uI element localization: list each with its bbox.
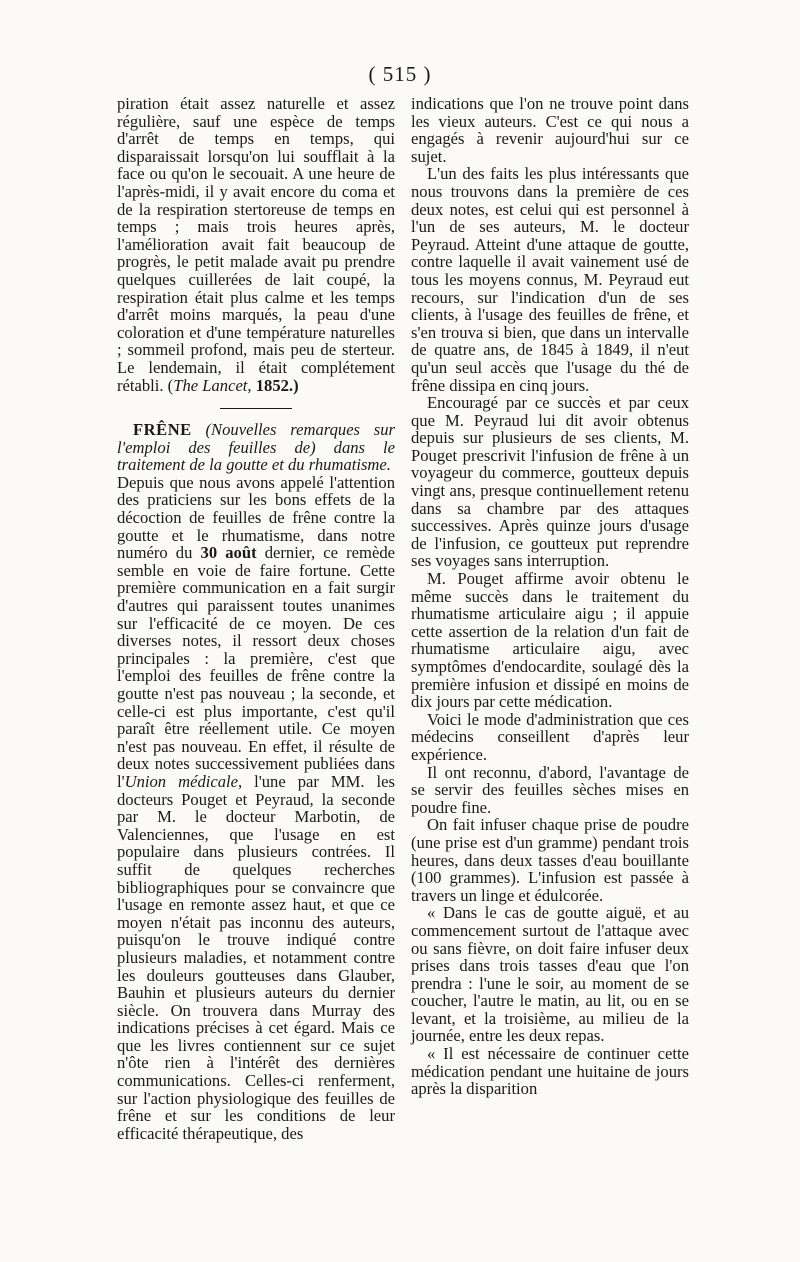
section-divider <box>220 408 292 409</box>
paragraph-continuation-traitement: « Il est nécessaire de continuer cette médication pendant une huitaine de jours après la disparition <box>411 1044 689 1099</box>
paragraph-lancet-case <box>117 95 395 394</box>
right-column <box>411 95 689 1098</box>
heading-word: FRÊNE <box>133 420 192 440</box>
paragraph-continuation: indications que l'on ne trouve point dans les vieux auteurs. C'est ce qui nous a engagés à revenir aujourd'hui sur ce sujet. <box>411 94 689 166</box>
article-heading <box>117 421 395 474</box>
heading-title: (Nouvelles remarques sur l'emploi des feuilles de) dans le traitement de la goutte et du rhumatisme. <box>117 420 395 475</box>
paragraph-pouget-case: Encouragé par ce succès et par ceux que M. Peyraud lui dit avoir obtenus depuis sur plusieurs de ses clients, M. Pouget prescrivit l'infusion de frêne à un voyageur du commerce, goutteux depuis vingt ans, presque continuellement retenu dans sa chambre par des attaques successives. Après quinze jours d'usage de l'infusion, ce goutteux put reprendre ses voyages sans interruption. <box>411 393 689 571</box>
paragraph-rhumatisme: M. Pouget affirme avoir obtenu le même succès dans le traitement du rhumatisme articulaire aigu ; il appuie cette assertion de la relation d'un fait de rhumatisme articulaire aigu, avec symptômes d'endocardite, soulagé dès la première infusion et dissipé en moins de dix jours par cette médication. <box>411 569 689 712</box>
lancet-source: The Lancet, <box>173 375 252 395</box>
journal-name: Union médicale <box>124 771 238 791</box>
lancet-year: 1852.) <box>255 375 299 395</box>
paragraph-goutte-aigue: « Dans le cas de goutte aiguë, et au commencement surtout de l'attaque avec ou sans fièvre, on doit faire infuser deux prises dans trois tasses d'eau que l'on prendra : l'une le soir, au moment de se coucher, l'autre le matin, au lit, ou en se levant, et la troisième, au milieu de la journée, entre les deux repas. <box>411 903 689 1046</box>
paragraph-peyraud-case: L'un des faits les plus intéressants que nous trouvons dans la première de ces deux notes, est celui qui est personnel à l'un de ses auteurs, M. le docteur Peyraud. Atteint d'une attaque de goutte, contre laquelle il avait vainement usé de tous les moyens connus, M. Peyraud eut recours, sur l'indication d'un de ses clients, à l'usage des feuilles de frêne, et s'en trouva si bien, que dans un intervalle de quatre ans, de 1845 à 1849, il n'eut qu'un seul accès que l'usage du thé de frêne dissipa en cinq jours. <box>411 164 689 395</box>
page-number: ( 515 ) <box>368 62 432 86</box>
lancet-case-text: piration était assez naturelle et assez régulière, sauf une espèce de temps d'arrêt de temps en temps, qui disparaissait lorsqu'on lui soufflait à la face ou qu'on le secouait. A une heure de l'après-midi, il y avait encore du coma et de la respiration stertoreuse de temps en temps ; mais trois heures après, l'amélioration avait fait beaucoup de progrès, le petit malade avait pu prendre quelques cuillerées de lait coupé, la respiration était plus calme et les temps d'arrêt moins marqués, la peau d'une coloration et d'une température naturelles ; sommeil profond, mais peu de sterteur. Le lendemain, il était complétement rétabli. ( <box>117 94 395 395</box>
intro-date: 30 août <box>200 543 257 563</box>
paragraph-feuilles-seches: Il ont reconnu, d'abord, l'avantage de se servir des feuilles sèches mises en poudre fine. <box>411 762 689 817</box>
intro-text-c: , l'une par MM. les docteurs Pouget et Peyraud, la seconde par M. le docteur Marbotin, de Valenciennes, que l'usage en est populaire dans plusieurs contrées. Il suffit de quelques recherches bibliographiques pour se convaincre que l'usage en remonte assez haut, et que ce moyen n'était pas inconnu des auteurs, puisqu'on le trouve indiqué contre plusieurs maladies, et notamment contre les douleurs goutteuses dans Glauber, Bauhin et plusieurs auteurs du dernier siècle. On trouvera dans Murray des indications précises à cet égard. Mais ce que les livres contiennent sur ce sujet n'ôte rien à l'intérêt des dernières communications. Celles-ci renferment, sur l'action physiologique des feuilles de frêne et sur les conditions de leur efficacité thérapeutique, des <box>117 771 395 1143</box>
left-column <box>117 95 395 1142</box>
paragraph-introduction <box>117 474 395 1143</box>
intro-text-b: dernier, ce remède semble en voie de faire fortune. Cette première communication en a fait surgir d'autres qui paraissent toutes unanimes sur l'efficacité de ce moyen. De ces diverses notes, il ressort deux choses principales : la première, c'est que l'emploi des feuilles de frêne contre la goutte n'est pas nouveau ; la seconde, et celle-ci est plus importante, c'est qu'il paraît être réellement utile. Ce moyen n'est pas nouveau. En effet, il résulte de deux notes successivement publiées dans l' <box>117 543 395 791</box>
intro-text-a: Depuis que nous avons appelé l'attention des praticiens sur les bons effets de la décoction de feuilles de frêne contre la goutte et le rhumatisme, dans notre numéro du <box>117 472 395 563</box>
paragraph-administration: Voici le mode d'administration que ces médecins conseillent d'après leur expérience. <box>411 709 689 764</box>
paragraph-infusion: On fait infuser chaque prise de poudre (une prise est d'un gramme) pendant trois heures, dans deux tasses d'eau bouillante (100 grammes). L'infusion est passée à travers un linge et édulcorée. <box>411 815 689 905</box>
